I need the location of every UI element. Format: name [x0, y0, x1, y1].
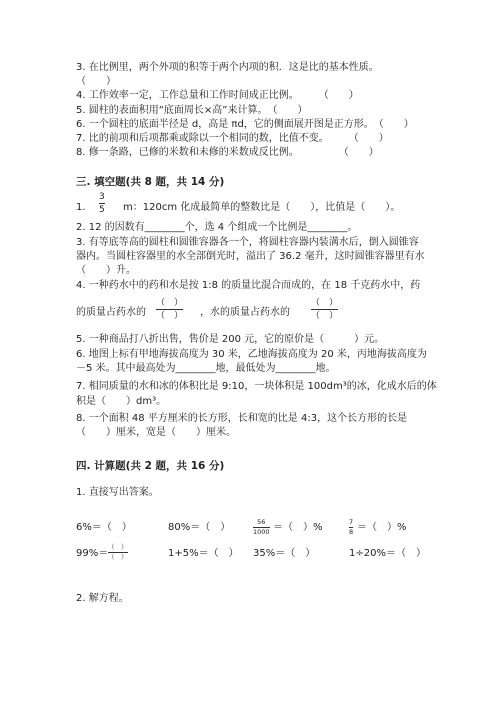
fill-q1-number: 1.	[76, 202, 86, 213]
calc-r2-c4: 1÷20%＝（ ）	[349, 548, 426, 559]
calc-r1-c3: ＝（ ）%	[273, 522, 323, 533]
fill-q4-line2a: 的质量占药水的	[76, 307, 146, 318]
fill-q4-line1: 4. 一种药水中的药和水是按 1:8 的质量比混合而成的，在 18 千克药水中，药	[76, 280, 421, 291]
calc-r2-c2: 1+5%＝（ ）	[168, 548, 239, 559]
fill-q3-line2: 器内。当圆柱容器里的水全部倒光时，溢出了 36.2 毫升，这时圆锥容器里有水	[76, 251, 425, 262]
calc-r2-c3: 35%＝（ ）	[253, 548, 316, 559]
fraction-numerator: 56	[257, 518, 266, 526]
fraction-denominator: 5	[99, 205, 105, 215]
fraction-denominator: （ ）	[156, 311, 184, 321]
fill-q8-line1: 8. 一个面积 48 平方厘米的长方形，长和宽的比是 4:3，这个长方形的长是	[76, 413, 408, 424]
fill-q7-line2: 积是（ ）dm³。	[76, 396, 167, 407]
fill-q3-line1: 3. 有等底等高的圆柱和圆锥容器各一个，将圆柱容器内装满水后，倒入圆锥容	[76, 237, 419, 248]
fraction-numerator: 7	[349, 518, 354, 526]
judge-item-6: 6. 一个圆柱的底面半径是 d，高是 πd，它的侧面展开图是正方形。 （ ）	[76, 119, 414, 130]
fraction-numerator: （ ）	[311, 298, 339, 308]
fill-q2: 2. 12 的因数有________个，选 4 个组成一个比例是________。	[76, 222, 358, 233]
judge-item-4: 4. 工作效率一定，工作总量和工作时间成正比例。 （ ）	[76, 90, 359, 101]
calc-q1-title: 1. 直接写出答案。	[76, 487, 159, 498]
calc-r1-c3-fraction	[253, 519, 270, 536]
fill-q4-line2b: ，水的质量占药水的	[200, 307, 290, 318]
fraction-numerator: 3	[99, 192, 105, 202]
judge-item-5: 5. 圆柱的表面积用“底面周长×高”来计算。 （ ）	[76, 105, 308, 116]
fraction-bar	[311, 309, 338, 310]
judge-item-3-paren: （ ）	[76, 76, 116, 87]
fill-q6-line2: －5 米。其中最高处为________地，最低处为________地。	[76, 363, 336, 374]
fraction-denominator: 1000	[253, 528, 270, 536]
calc-heading: 四. 计算题(共 2 题，共 16 分)	[76, 460, 225, 472]
judge-item-7: 7. 比的前项和后项都乘或除以一个相同的数，比值不变。 （ ）	[76, 133, 389, 144]
calc-r1-c2: 80%＝（ ）	[168, 522, 231, 533]
fraction-bar	[99, 203, 105, 204]
fill-q3-line3: （ ）升。	[76, 265, 136, 276]
fraction-denominator: （ ）	[311, 311, 339, 321]
judge-item-8: 8. 修一条路，已修的米数和未修的米数成反比例。 （ ）	[76, 147, 379, 158]
calc-r1-c4: ＝（ ）%	[357, 522, 407, 533]
fill-q4-fraction-1	[156, 298, 183, 321]
fill-q1-text: m：120cm 化成最简单的整数比是（ ），比值是（ ）。	[123, 202, 401, 213]
calc-r2-c1-fraction	[108, 544, 128, 561]
fraction-denominator: 8	[349, 528, 354, 536]
calc-r1-c4-fraction	[349, 519, 353, 536]
calc-q2-title: 2. 解方程。	[76, 593, 129, 604]
fraction-denominator: （ ）	[108, 553, 128, 561]
judge-item-3: 3. 在比例里，两个外项的积等于两个内项的积．这是比的基本性质。	[76, 62, 379, 73]
fill-q7-line1: 7. 相同质量的水和冰的体积比是 9:10，一块体积是 100dm³的冰，化成水后的体	[76, 381, 437, 392]
calc-r1-c1: 6%＝（ ）	[76, 522, 132, 533]
fill-heading: 三. 填空题(共 8 题，共 14 分)	[76, 176, 225, 188]
calc-r2-c1: 99%＝	[76, 548, 109, 559]
fraction-bar	[156, 309, 183, 310]
fraction-numerator: （ ）	[156, 298, 184, 308]
fill-q4-fraction-2	[311, 298, 338, 321]
fill-q6-line1: 6. 地图上标有甲地海拔高度为 30 米，乙地海拔高度为 20 米，丙地海拔高度为	[76, 349, 427, 360]
fraction-numerator: （ ）	[108, 543, 128, 551]
fill-q8-line2: （ ）厘米，宽是（ ）厘米。	[76, 427, 236, 438]
fill-q5: 5. 一种商品打八折出售，售价是 200 元，它的原价是（ ）元。	[76, 334, 385, 345]
fill-q1-fraction	[99, 192, 105, 215]
